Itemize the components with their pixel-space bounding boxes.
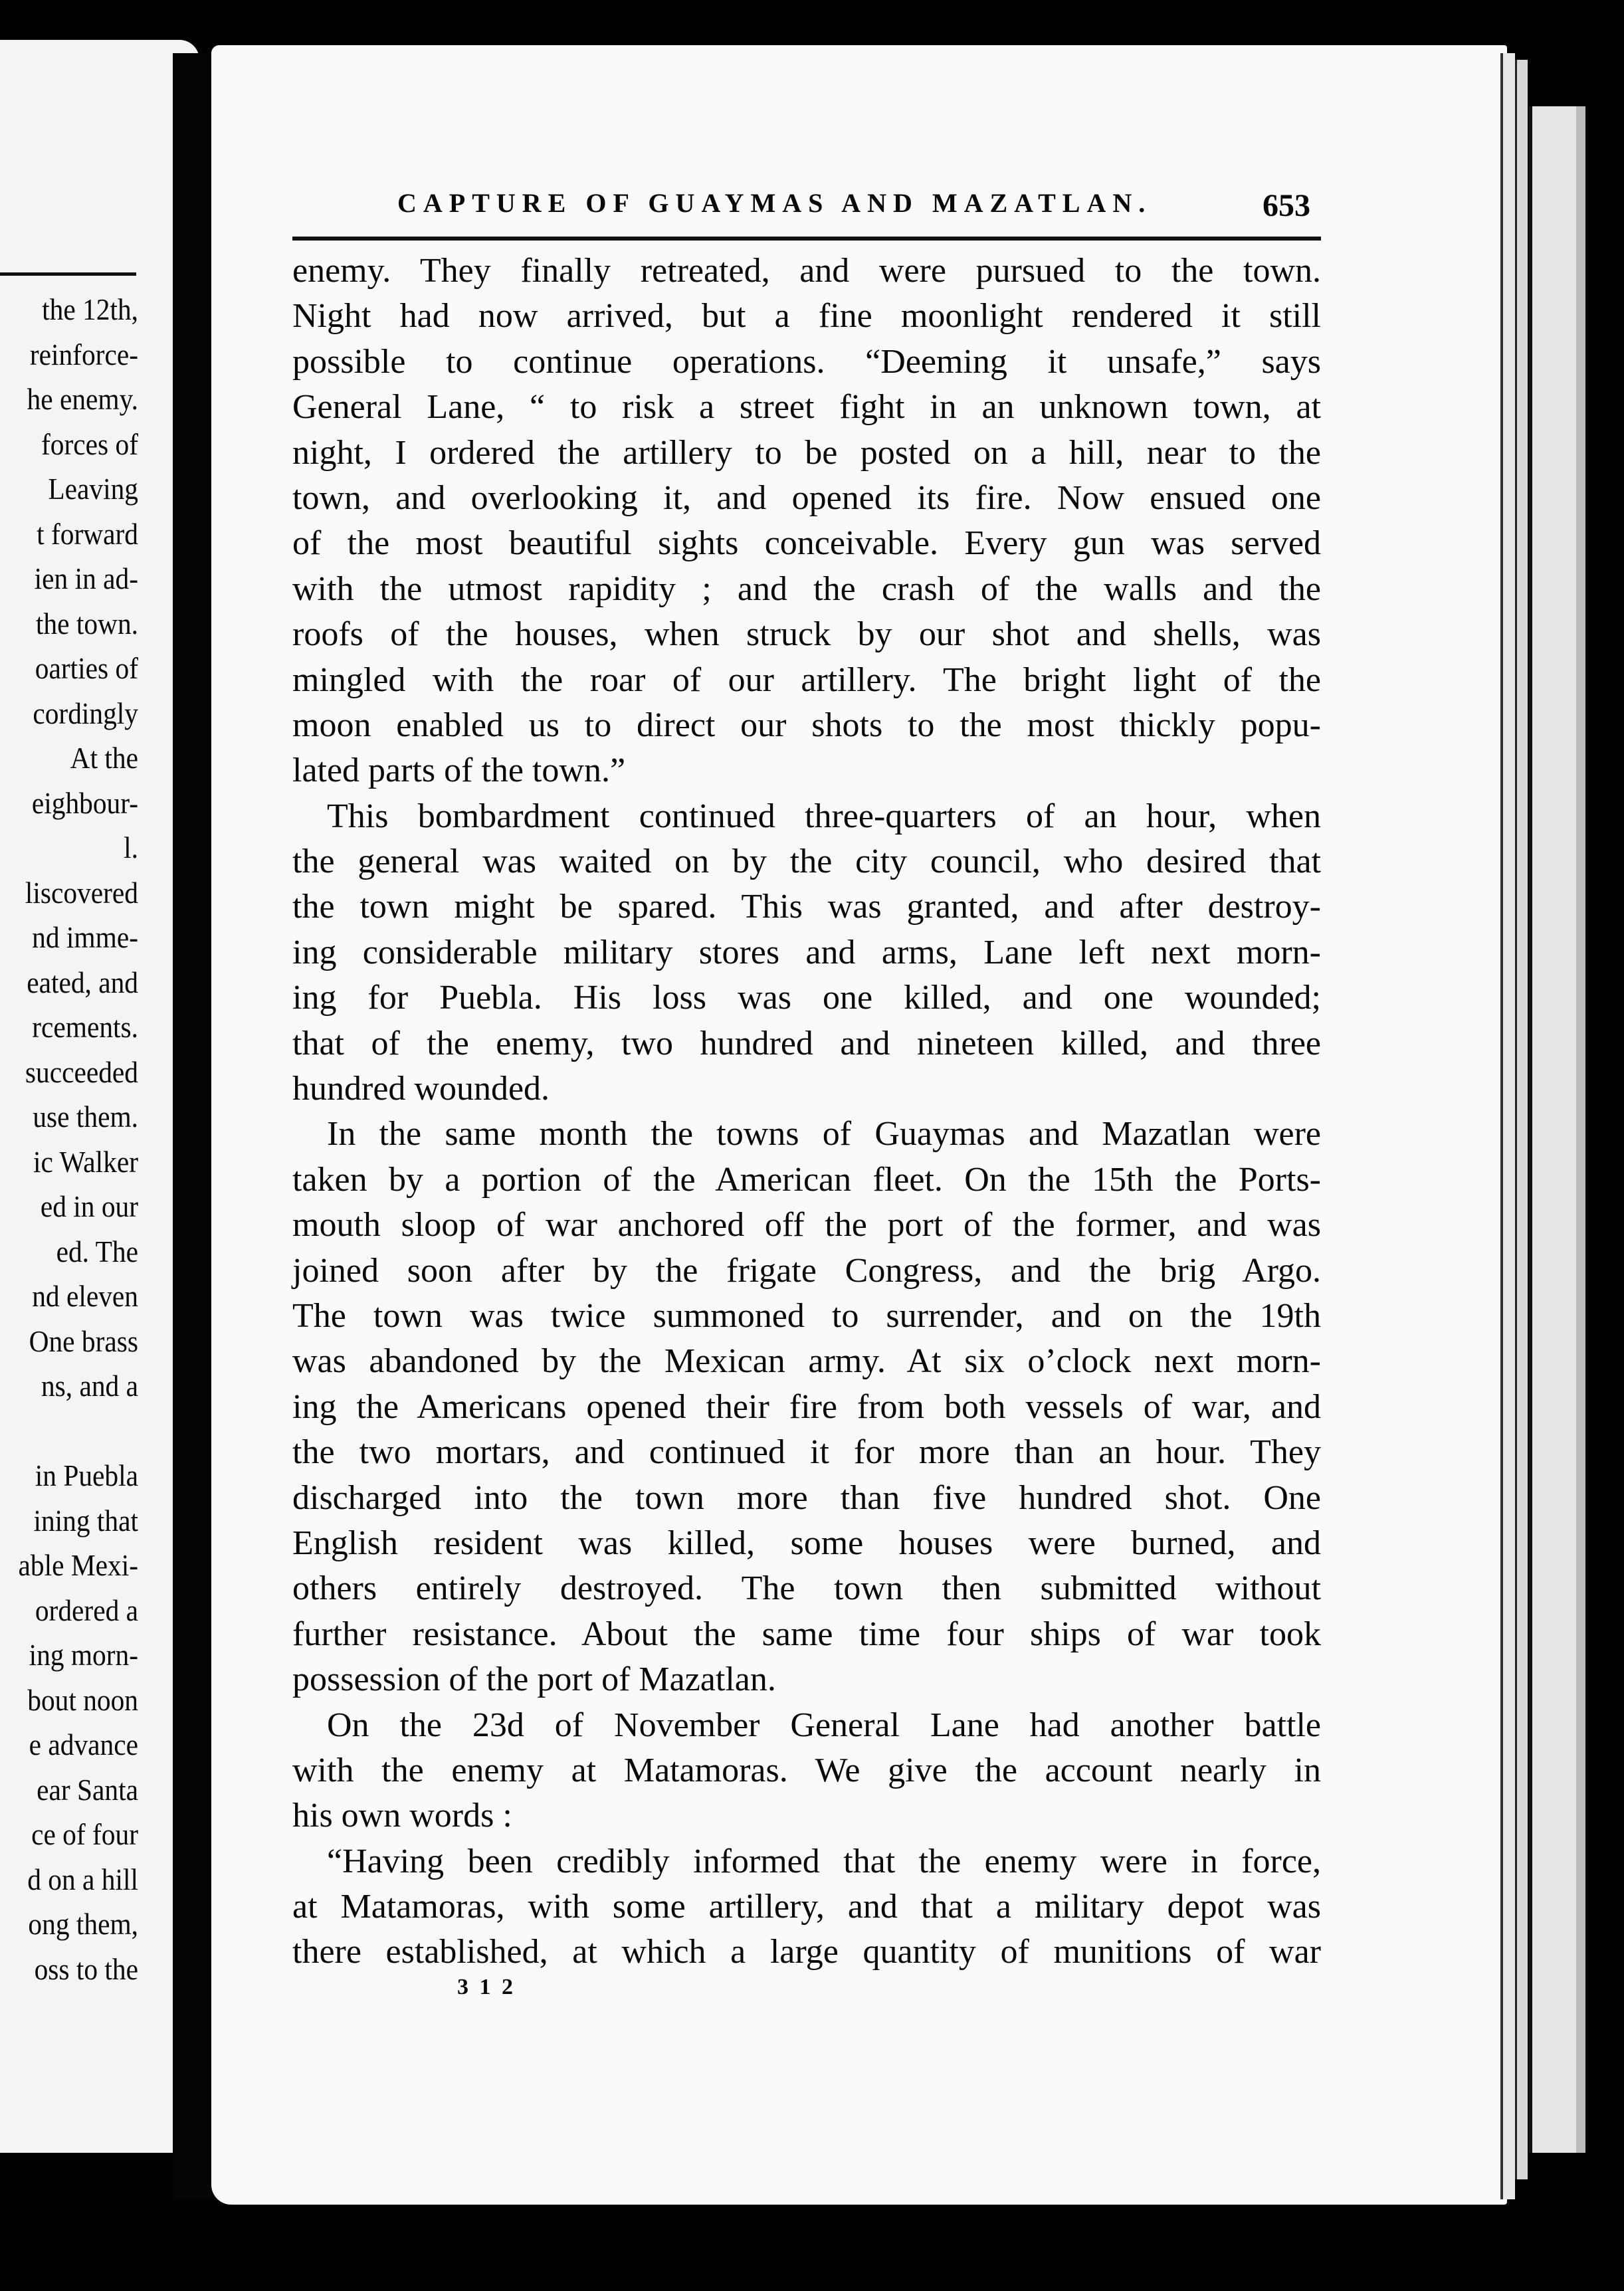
facing-page-line: use them. xyxy=(33,1100,138,1134)
facing-page-line: e advance xyxy=(29,1728,138,1761)
facing-page-line: ing morn- xyxy=(29,1638,138,1672)
facing-page-line: cordingly xyxy=(33,696,138,730)
facing-page-line: One brass xyxy=(29,1324,139,1358)
facing-page-line: ns, and a xyxy=(41,1369,138,1403)
text-line: town, and overlooking it, and opened its fire. Now ensued one xyxy=(292,478,1321,517)
text-line: the general was waited on by the city council, who desired that xyxy=(292,843,1321,881)
facing-page-line: the town. xyxy=(35,606,139,641)
text-line: General Lane, “ to risk a street fight in an unknown town, at xyxy=(292,388,1321,427)
body-text xyxy=(292,249,1321,1975)
page-edge xyxy=(1500,53,1515,2199)
facing-page-line: in Puebla xyxy=(35,1458,138,1492)
text-line: with the utmost rapidity ; and the crash of the walls and the xyxy=(292,569,1321,608)
text-line: discharged into the town more than five hundred shot. One xyxy=(292,1478,1321,1517)
facing-page-line: ic Walker xyxy=(33,1144,138,1179)
text-line: his own words : xyxy=(292,1797,512,1835)
facing-page-line: rcements. xyxy=(32,1010,139,1044)
text-line: that of the enemy, two hundred and nineteen killed, and three xyxy=(292,1024,1321,1062)
text-line: possession of the port of Mazatlan. xyxy=(292,1660,776,1699)
text-line: others entirely destroyed. The town then submitted without xyxy=(292,1569,1321,1608)
text-line: possible to continue operations. “Deeming it unsafe,” says xyxy=(292,342,1321,381)
text-line: mingled with the roar of our artillery. The bright light of the xyxy=(292,660,1321,699)
facing-page-line: Leaving xyxy=(48,472,138,506)
facing-page-line: the 12th, xyxy=(42,292,138,326)
text-line: ing for Puebla. His loss was one killed, and one wounded; xyxy=(292,979,1321,1017)
facing-page-line: ordered a xyxy=(35,1593,138,1627)
page-edge xyxy=(1528,106,1580,2153)
header-rule xyxy=(292,237,1321,241)
signature-mark: 3 1 2 xyxy=(457,1975,516,1999)
text-line: “Having been credibly informed that the enemy were in force, xyxy=(327,1842,1321,1880)
facing-page-line: At the xyxy=(70,741,138,775)
facing-page-line xyxy=(0,1409,138,1454)
text-line: moon enabled us to direct our shots to the most thickly popu- xyxy=(292,706,1321,744)
facing-page-line: t forward xyxy=(37,516,139,551)
text-line: lated parts of the town.” xyxy=(292,751,626,790)
facing-page-line: eated, and xyxy=(27,965,138,999)
facing-page-line: d on a hill xyxy=(27,1862,139,1896)
text-line: hundred wounded. xyxy=(292,1070,550,1108)
facing-page-line: ed in our xyxy=(40,1189,138,1223)
text-line: In the same month the towns of Guaymas and Mazatlan were xyxy=(327,1115,1321,1153)
text-line: Night had now arrived, but a fine moonlight rendered it still xyxy=(292,297,1321,336)
facing-page-line: he enemy. xyxy=(27,382,139,416)
text-line: taken by a portion of the American fleet. On the 15th the Ports- xyxy=(292,1160,1321,1199)
facing-page-line: ien in ad- xyxy=(34,561,138,595)
text-line: there established, at which a large quantity of munitions of war xyxy=(292,1933,1321,1971)
text-line: the two mortars, and continued it for more than an hour. They xyxy=(292,1433,1321,1472)
facing-page-line: eighbour- xyxy=(31,785,139,820)
text-line: The town was twice summoned to surrender, and on the 19th xyxy=(292,1296,1321,1335)
facing-page-line: ed. The xyxy=(56,1234,138,1268)
text-line: joined soon after by the frigate Congress, and the brig Argo. xyxy=(292,1251,1321,1290)
text-line: at Matamoras, with some artillery, and that a military depot was xyxy=(292,1888,1321,1926)
facing-page-line: forces of xyxy=(41,427,138,461)
facing-page-line: liscovered xyxy=(25,875,138,910)
text-line: roofs of the houses, when struck by our shot and shells, was xyxy=(292,615,1321,654)
facing-page-line: l. xyxy=(124,831,138,864)
text-line: On the 23d of November General Lane had another battle xyxy=(327,1706,1321,1744)
text-line: the town might be spared. This was granted, and after destroy- xyxy=(292,888,1321,926)
facing-page-line: succeeded xyxy=(25,1054,138,1089)
facing-page-line: bout noon xyxy=(27,1682,138,1717)
text-line: mouth sloop of war anchored off the port of the former, and was xyxy=(292,1206,1321,1245)
facing-page-line: ear Santa xyxy=(37,1772,138,1807)
facing-page-text xyxy=(0,287,138,1991)
page-edge xyxy=(1515,60,1528,2179)
text-line: enemy. They finally retreated, and were pursued to the town. xyxy=(292,252,1321,290)
text-line: with the enemy at Matamoras. We give the account nearly in xyxy=(292,1751,1321,1789)
facing-page-line: reinforce- xyxy=(29,337,138,371)
facing-page-line: oarties of xyxy=(35,651,138,685)
text-line: English resident was killed, some houses were burned, and xyxy=(292,1524,1321,1562)
page-edge xyxy=(1576,106,1585,2153)
text-line: This bombardment continued three-quarters of an hour, when xyxy=(327,797,1321,835)
text-line: was abandoned by the Mexican army. At six o’clock next morn- xyxy=(292,1342,1321,1381)
page-number: 653 xyxy=(1263,188,1310,223)
facing-page-line: ong them, xyxy=(28,1907,138,1941)
text-line: ing the Americans opened their fire from both vessels of war, and xyxy=(292,1387,1321,1426)
facing-page-rule xyxy=(0,272,136,276)
text-line: of the most beautiful sights conceivable. Every gun was served xyxy=(292,524,1321,563)
facing-page-line: able Mexi- xyxy=(18,1548,138,1582)
facing-page-line: oss to the xyxy=(34,1951,139,1986)
facing-page-line: nd eleven xyxy=(32,1279,139,1313)
running-head: CAPTURE OF GUAYMAS AND MAZATLAN. xyxy=(397,188,1152,218)
facing-page xyxy=(0,40,199,2153)
text-line: ing considerable military stores and arms, Lane left next morn- xyxy=(292,933,1321,971)
text-line: night, I ordered the artillery to be posted on a hill, near to the xyxy=(292,433,1321,472)
facing-page-line: ce of four xyxy=(31,1817,138,1851)
text-line: further resistance. About the same time four ships of war took xyxy=(292,1615,1321,1653)
facing-page-line: ining that xyxy=(33,1503,138,1538)
facing-page-line: nd imme- xyxy=(32,920,138,954)
